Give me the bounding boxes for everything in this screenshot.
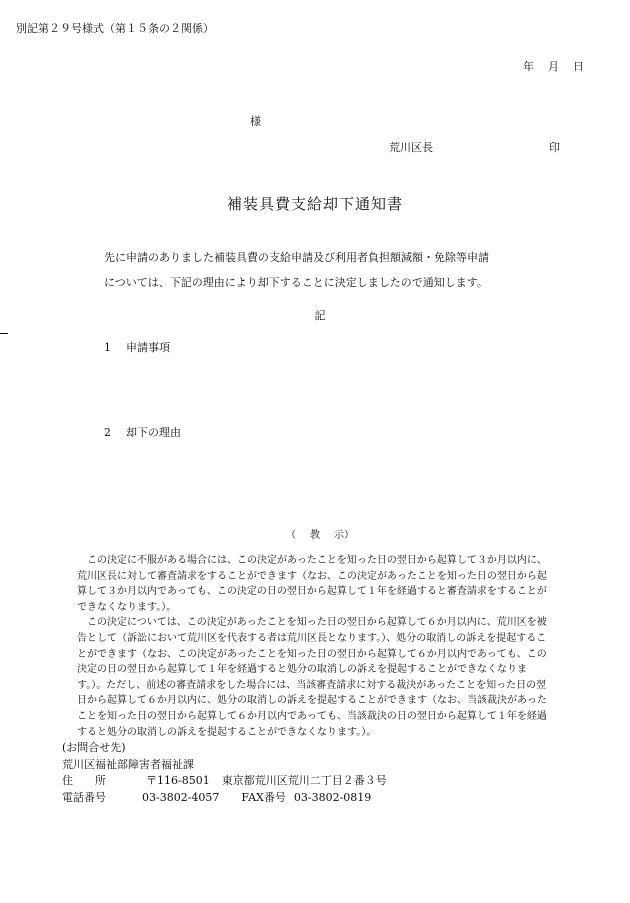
fax-label: FAX番号	[241, 790, 286, 804]
phone-label: 電話番号	[62, 790, 106, 804]
contact-block	[62, 740, 387, 806]
notice-paragraph-1: この決定に不服がある場合には、この決定があったことを知った日の翌日から起算して３か月以内に、荒川区長に対して審査請求をすることができます（なお、この決定があったことを知った日の翌日から起算して３か月以内であっても、この決定の日の翌日から起算して１年を経過すると審査請求をすることができなくなります。）。	[77, 555, 547, 613]
item-label: 申請事項	[126, 341, 170, 354]
notice-heading-open: （教	[286, 530, 334, 541]
seal-mark: 印	[549, 141, 560, 154]
form-reference: 別記第２９号様式（第１５条の２関係）	[16, 22, 214, 35]
date-day: 日	[573, 60, 584, 73]
item-number: 1	[104, 341, 111, 354]
address-value: 東京都荒川区荒川二丁目２番３号	[221, 774, 387, 787]
item-application	[104, 339, 170, 355]
date-line	[523, 58, 584, 74]
body-text	[104, 245, 489, 295]
date-year: 年	[523, 60, 534, 73]
phone-value: 03-3802-4057	[142, 790, 220, 804]
item-number: 2	[104, 426, 111, 439]
notice-heading	[0, 526, 630, 541]
date-month: 月	[548, 60, 559, 73]
body-line-2: については、下記の理由により却下することに決定しましたので通知します。	[104, 276, 488, 289]
contact-department: 荒川区福祉部障害者福祉課	[62, 757, 194, 771]
postal-code: 〒116-8501	[146, 774, 210, 787]
ki-heading: 記	[314, 309, 326, 322]
body-line-1: 先に申請のありました補装具費の支給申請及び利用者負担額減額・免除等申請	[104, 251, 489, 264]
contact-heading: (お問合せ先)	[62, 741, 126, 754]
notice-body	[77, 553, 547, 740]
addressee-suffix: 様	[250, 115, 261, 128]
fax-value: 03-3802-0819	[293, 790, 372, 804]
address-label: 住 所	[62, 774, 106, 787]
item-reason	[104, 424, 181, 440]
item-label: 却下の理由	[126, 426, 181, 439]
notice-heading-close: 示）	[334, 530, 354, 541]
document-title: 補装具費支給却下通知書	[226, 195, 403, 213]
contact-address-row	[62, 773, 387, 790]
notice-paragraph-2: この決定については、この決定があったことを知った日の翌日から起算して６か月以内に、荒川区を被告として（訴訟において荒川区を代表する者は荒川区長となります。）、処分の取消しの訴えを提起することができます（なお、この決定があったことを知った日の翌日から起算して６か月以内であっても、この決定の日の翌日から起算して１年を経過すると処分の取消しの訴えを提起することができなくなります。）。ただし、前述の審査請求をした場合には、当該審査請求に対する裁決があったことを知った日の翌日から起算して６か月以内に、処分の取消しの訴えを提起することができます（なお、当該裁決があったことを知った日の翌日から起算して６か月以内であっても、当該裁決の日の翌日から起算して１年を経過すると処分の取消しの訴えを提起することができなくなります。）。	[77, 617, 547, 738]
issuer-name: 荒川区長	[389, 141, 433, 154]
margin-mark	[0, 333, 8, 334]
contact-phone-row	[62, 790, 387, 807]
